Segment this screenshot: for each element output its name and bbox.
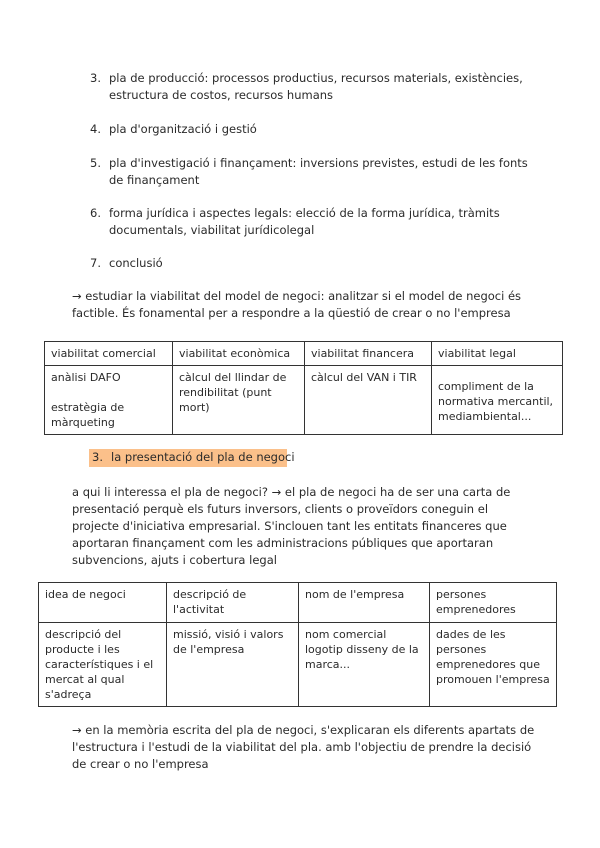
- step-number: 7.: [90, 256, 101, 270]
- memory-note: → en la memòria escrita del pla de negoci, s'explicaran els diferents apartats de l'estructura i l'estudi de la viabilitat del pla. amb l'objectiu de prendre la decisió de crear o no l'empresa: [72, 723, 535, 771]
- table-header-row: [39, 583, 557, 623]
- table-cell: descripció del producte i les característiques i el mercat al qual s'adreça: [39, 623, 167, 707]
- step-text: pla de producció: processos productius, recursos materials, existències, estructura de costos, recursos humans: [109, 71, 523, 102]
- table-header-cell: persones emprenedores: [430, 583, 557, 623]
- table-cell: nom comercial logotip disseny de la marca...: [299, 623, 430, 707]
- section-number: 3.: [92, 450, 103, 464]
- presentation-note: a qui li interessa el pla de negoci? → el pla de negoci ha de ser una carta de presentació perquè els futurs inversors, clients o proveïdors coneguin el projecte d'iniciativa empresarial. S'inclouen tant les entitats financeres que aportaran finançament com les administracions públiques que aportaran subvencions, ajuts i cobertura legal: [72, 485, 511, 567]
- table-row: [45, 366, 563, 435]
- step-item: [90, 70, 530, 104]
- step-number: 5.: [90, 156, 101, 170]
- viability-table: [44, 341, 563, 435]
- viability-note: → estudiar la viabilitat del model de negoci: analitzar si el model de negoci és factible. És fonamental per a respondre a la qüestió de crear o no l'empresa: [72, 289, 522, 320]
- step-number: 3.: [90, 71, 101, 85]
- table-row: [39, 623, 557, 707]
- step-text: pla d'investigació i finançament: inversions previstes, estudi de les fonts de finançament: [109, 156, 528, 187]
- table-header-cell: idea de negoci: [39, 583, 167, 623]
- table-cell: càlcul del VAN i TIR: [305, 366, 432, 435]
- step-item: [90, 121, 530, 138]
- table-header-row: [45, 342, 563, 366]
- table-cell: compliment de la normativa mercantil, mediambiental...: [432, 366, 563, 435]
- table-header-cell: descripció de l'activitat: [167, 583, 299, 623]
- step-item: [90, 155, 530, 189]
- step-text: forma jurídica i aspectes legals: elecció de la forma jurídica, tràmits documentals, viabilitat jurídicolegal: [109, 206, 500, 237]
- presentation-table: [38, 582, 557, 707]
- table-cell: càlcul del llindar de rendibilitat (punt mort): [173, 366, 305, 435]
- step-number: 6.: [90, 206, 101, 220]
- section-title: la presentació del pla de negoci: [111, 450, 295, 464]
- table-header-cell: viabilitat econòmica: [173, 342, 305, 366]
- step-text: pla d'organització i gestió: [109, 122, 257, 136]
- step-item: [90, 255, 530, 272]
- step-item: [90, 205, 530, 239]
- table-cell: [45, 366, 173, 435]
- cell-text: anàlisi DAFO: [51, 371, 121, 384]
- table-header-cell: viabilitat legal: [432, 342, 563, 366]
- table-header-cell: nom de l'empresa: [299, 583, 430, 623]
- table-cell: missió, visió i valors de l'empresa: [167, 623, 299, 707]
- step-text: conclusió: [109, 256, 163, 270]
- step-number: 4.: [90, 122, 101, 136]
- table-header-cell: viabilitat financera: [305, 342, 432, 366]
- table-header-cell: viabilitat comercial: [45, 342, 173, 366]
- table-cell: dades de les persones emprenedores que promouen l'empresa: [430, 623, 557, 707]
- cell-text: estratègia de màrqueting: [51, 401, 125, 429]
